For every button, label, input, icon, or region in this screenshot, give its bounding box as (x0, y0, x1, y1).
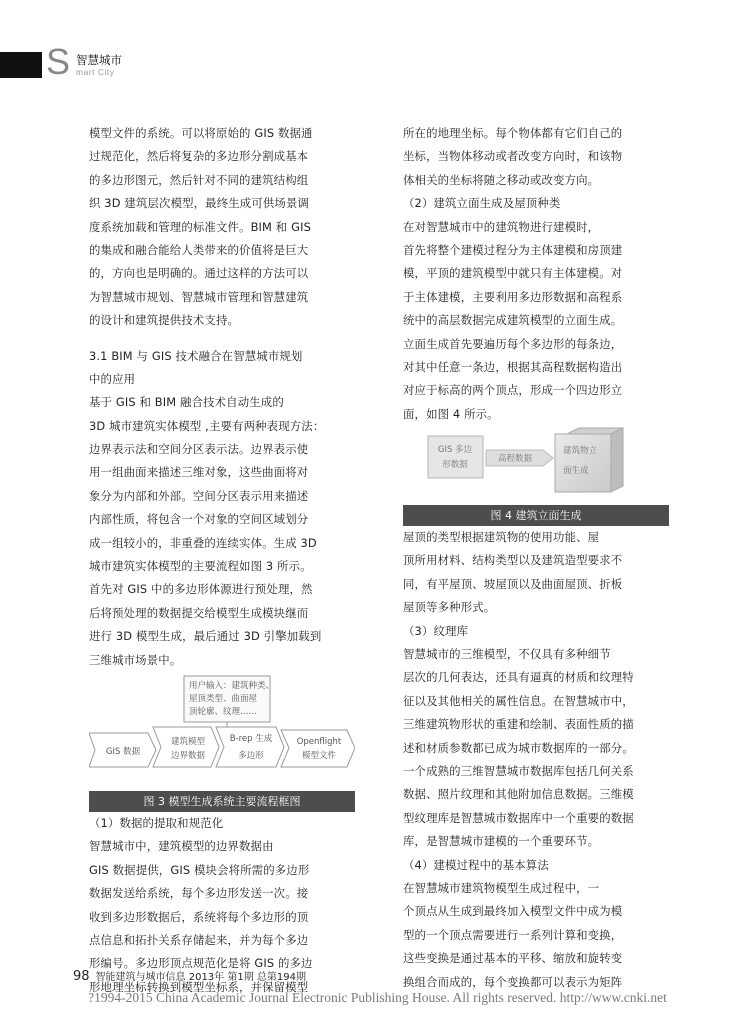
step-openflight (281, 730, 355, 767)
text-line: 换组合而成的，每个变换都可以表示为矩阵 (403, 974, 623, 989)
text-line: 三维城市场景中。 (89, 652, 182, 667)
copyright-line: ?1994-2015 China Academic Journal Electronic Publishing House. All rights reserved. http://www.cnki.net (88, 990, 667, 1005)
text-line: 征以及其他相关的属性信息。在智慧城市中， (403, 693, 634, 708)
text-line: 坐标，当物体移动或者改变方向时，和该物 (403, 149, 623, 164)
text-line: 库，是智慧城市建模的一个重要环节。 (403, 834, 600, 849)
text-line: 对其中任意一条边，根据其高程数据构造出 (403, 359, 623, 374)
text-line: 屋顶的类型根据建筑物的使用功能、屋 (403, 530, 600, 545)
right-column (403, 122, 669, 994)
output-line-1: 建筑物立 (563, 446, 598, 457)
text-line: 形地理坐标转换到模型坐标系，并保留模型 (89, 979, 309, 994)
step2-line-1: 建筑模型 (170, 736, 206, 747)
note-line-1: 用户输入：建筑种类、 (189, 680, 275, 691)
arrow-label: 高程数据 (497, 454, 533, 465)
output-line-2: 面生成 (563, 466, 589, 477)
text-line: 数据发送给系统，每个多边形发送一次。接 (89, 886, 309, 901)
step1-label: GIS 数据 (105, 746, 141, 757)
text-line: （1）数据的提取和规范化 (89, 815, 224, 830)
text-line: 模，平顶的建筑模型中就只有主体建模。对 (403, 266, 623, 281)
text-line: 在对智慧城市中的建筑物进行建模时， (403, 219, 600, 234)
text-line: 三维建筑物形状的重建和绘制、表面性质的描 (403, 717, 634, 732)
text-line: GIS 数据提供，GIS 模块会将所需的多边形 (89, 862, 310, 877)
figure-4-caption: 图 4 建筑立面生成 (403, 505, 669, 526)
input-line-2: 形数据 (442, 460, 468, 471)
step3-line-1: B-rep 生成 (229, 733, 273, 744)
cube-front-face (555, 434, 611, 492)
text-line: 首先将整个建模过程分为主体建模和房顶建 (403, 242, 623, 257)
text-line: 用一组曲面来描述三维对象，这些曲面将对 (89, 465, 309, 480)
text-line: 成一组较小的，非重叠的连续实体。生成 3D (89, 535, 317, 550)
text-line: 首先对 GIS 中的多边形体源进行预处理，然 (89, 582, 313, 597)
text-line: 对应于标高的两个顶点，形成一个四边形立 (403, 383, 623, 398)
text-line: 数据、照片纹理和其他附加信息数据。三维模 (403, 787, 634, 802)
text-line: 统中的高层数据完成建筑模型的立面生成。 (403, 313, 623, 328)
text-line: 在智慧城市建筑物模型生成过程中，一 (403, 880, 600, 895)
text-line: 象分为内部和外部。空间分区表示用来描述 (89, 488, 309, 503)
text-line: 顶所用材料、结构类型以及建筑造型要求不 (403, 553, 623, 568)
page-number: 98 (73, 969, 90, 984)
gis-polygon-box (428, 436, 483, 478)
text-line: 基于 GIS 和 BIM 融合技术自动生成的 (89, 395, 284, 410)
text-line: 面，如图 4 所示。 (403, 406, 499, 421)
text-line: 形编号。多边形顶点规范化是将 GIS 的多边 (89, 956, 313, 971)
text-line: 3D 城市建筑实体模型 ,主要有两种表现方法： (89, 418, 325, 433)
text-line: 进行 3D 模型生成，最后通过 3D 引擎加载到 (89, 629, 322, 644)
header-logo-letter: S (46, 41, 71, 82)
figure-4 (403, 426, 669, 526)
text-line: 的设计和建筑提供技术支持。 (89, 313, 240, 328)
text-line: 这些变换是通过基本的平移、缩放和旋转变 (403, 951, 623, 966)
text-line: 述和材质参数都已成为城市数据库的一部分。 (403, 740, 634, 755)
text-line: 3.1 BIM 与 GIS 技术融合在智慧城市规划 (89, 348, 303, 363)
figure-3 (89, 672, 355, 812)
figure-3-caption: 图 3 模型生成系统主要流程框图 (89, 791, 355, 812)
step3-line-2: 多边形 (238, 750, 264, 761)
text-line: （2）建筑立面生成及屋顶种类 (403, 196, 561, 211)
text-line: 城市建筑实体模型的主要流程如图 3 所示。 (89, 559, 312, 574)
note-line-3: 顶轮廓、纹理…… (189, 706, 258, 717)
text-line: 织 3D 建筑层次模型，最终生成可供场景调 (89, 196, 310, 211)
text-line: 一个成熟的三维智慧城市数据库包括几何关系 (403, 763, 634, 778)
text-line: 边界表示法和空间分区表示法。边界表示使 (89, 442, 309, 457)
step4-line-2: 模型文件 (301, 750, 337, 761)
left-column (89, 122, 355, 999)
text-line: 后将预处理的数据提交给模型生成模块继而 (89, 605, 309, 620)
text-line: 过规范化，然后将复杂的多边形分割成基本 (89, 149, 309, 164)
text-line: 于主体建模，主要利用多边形数据和高程系 (403, 289, 623, 304)
cube-side-face (611, 428, 623, 492)
journal-info: 智能建筑与城市信息 2013年 第1期 总第194期 (95, 972, 306, 983)
text-line: （4）建模过程中的基本算法 (403, 857, 549, 872)
step-boundary-data (153, 727, 219, 767)
step2-line-2: 边界数据 (170, 750, 206, 761)
text-line: 的，方向也是明确的。通过这样的方法可以 (89, 266, 309, 281)
text-line: 收到多边形数据后，系统将每个多边形的顶 (89, 909, 309, 924)
text-line: 的集成和融合能给人类带来的价值将是巨大 (89, 242, 309, 257)
step4-line-1: Openflight (296, 736, 342, 747)
text-line: 的多边形图元，然后针对不同的建筑结构组 (89, 172, 309, 187)
header-subtitle: mart City (76, 67, 115, 77)
text-line: 立面生成首先要遍历每个多边形的每条边， (403, 336, 623, 351)
text-line: 为智慧城市规划、智慧城市管理和智慧建筑 (89, 289, 309, 304)
text-line: 点信息和拓扑关系存储起来，并为每个多边 (89, 932, 309, 947)
note-line-2: 屋顶类型、曲面屋 (189, 693, 258, 704)
input-line-1: GIS 多边 (437, 445, 473, 456)
text-line: 智慧城市中，建筑模型的边界数据由 (89, 839, 274, 854)
text-line: 智慧城市的三维模型，不仅具有多种细节 (403, 647, 611, 662)
text-line: 同，有平屋顶、坡屋顶以及曲面屋顶、折板 (403, 576, 623, 591)
text-line: 个顶点从生成到最终加入模型文件中成为模 (403, 904, 623, 919)
header-title: 智慧城市 (76, 53, 122, 67)
header-bar (0, 52, 42, 78)
paragraph-spacer (89, 333, 355, 345)
text-line: 模型文件的系统。可以将原始的 GIS 数据通 (89, 126, 313, 140)
text-line: 度系统加载和管理的标准文件。BIM 和 GIS (89, 219, 311, 234)
text-line: 内部性质，将包含一个对象的空间区域划分 (89, 512, 309, 527)
text-line: 型纹理库是智慧城市数据库中一个重要的数据 (403, 810, 634, 825)
text-line: 层次的几何表达，还具有逼真的材质和纹理特 (403, 670, 634, 685)
text-line: （3）纹理库 (403, 623, 469, 638)
footer (73, 970, 306, 985)
step-brep (216, 727, 284, 767)
text-line: 屋顶等多种形式。 (403, 600, 496, 615)
text-line: 所在的地理坐标。每个物体都有它们自己的 (403, 126, 623, 140)
text-line: 型的一个顶点需要进行一系列计算和变换， (403, 927, 623, 942)
text-line: 体相关的坐标将随之移动或改变方向。 (403, 172, 600, 187)
text-line: 中的应用 (89, 371, 136, 386)
